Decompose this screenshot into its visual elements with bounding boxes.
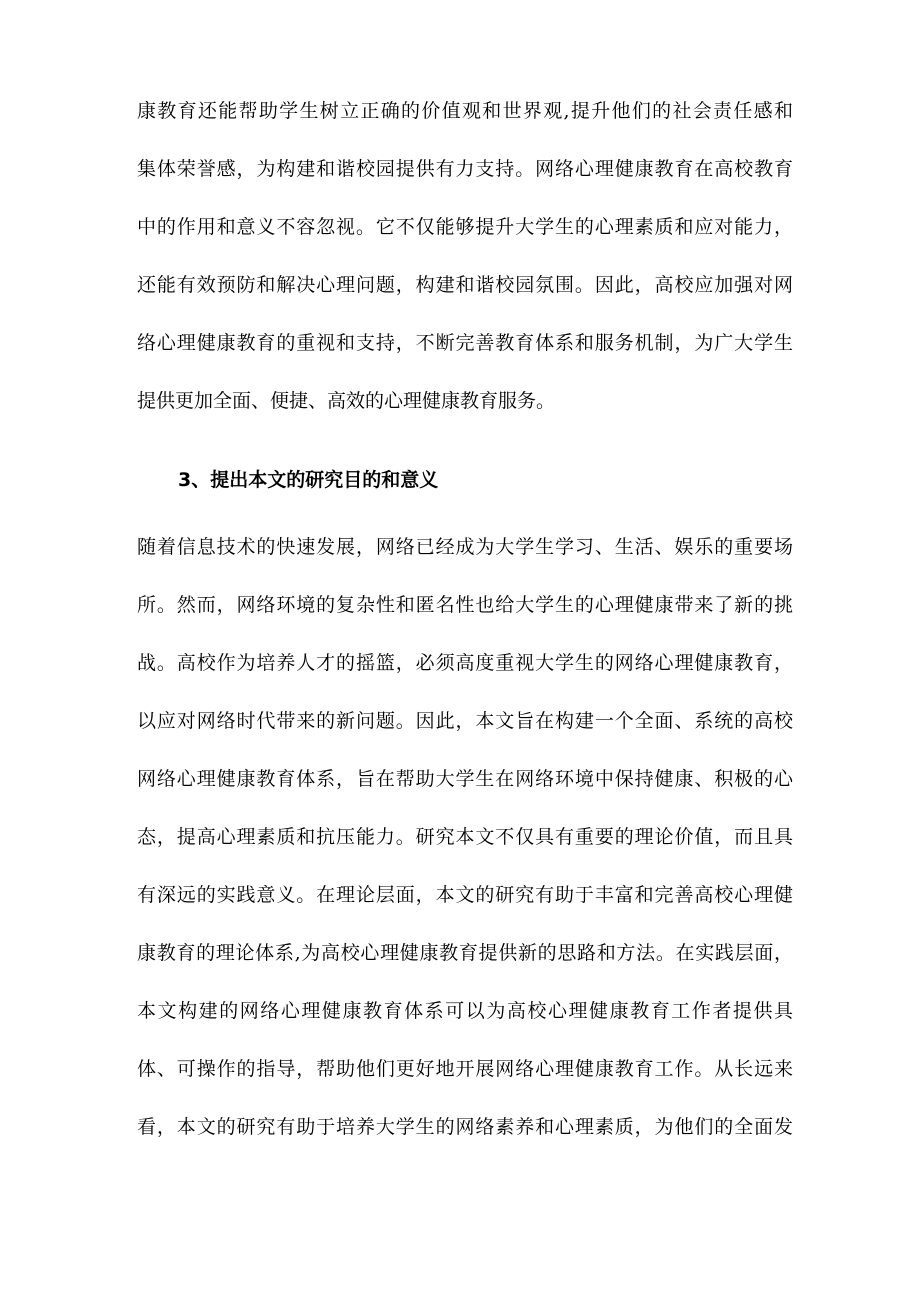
paragraph-1	[137, 82, 793, 430]
paragraph-line: 提供更加全面、便捷、高效的心理健康教育服务。	[137, 390, 556, 412]
paragraph-line: 战。高校作为培养人才的摇篮，必须高度重视大学生的网络心理健康教育，	[137, 652, 793, 674]
paragraph-line: 还能有效预防和解决心理问题，构建和谐校园氛围。因此，高校应加强对网	[137, 274, 793, 296]
paragraph-line: 看，本文的研究有助于培养大学生的网络素养和心理素质，为他们的全面发	[137, 1116, 793, 1138]
paragraph-line: 所。然而，网络环境的复杂性和匿名性也给大学生的心理健康带来了新的挑	[137, 594, 793, 616]
paragraph-line: 体、可操作的指导，帮助他们更好地开展网络心理健康教育工作。从长远来	[137, 1058, 793, 1080]
section-heading: 3、提出本文的研究目的和意义	[178, 469, 439, 491]
paragraph-line: 网络心理健康教育体系，旨在帮助大学生在网络环境中保持健康、积极的心	[137, 768, 793, 790]
paragraph-line: 络心理健康教育的重视和支持，不断完善教育体系和服务机制，为广大学生	[137, 332, 793, 354]
paragraph-line: 随着信息技术的快速发展，网络已经成为大学生学习、生活、娱乐的重要场	[137, 536, 793, 558]
paragraph-line: 态，提高心理素质和抗压能力。研究本文不仅具有重要的理论价值，而且具	[137, 826, 793, 848]
paragraph-line: 康教育的理论体系,为高校心理健康教育提供新的思路和方法。在实践层面，	[137, 942, 793, 964]
paragraph-line: 集体荣誉感，为构建和谐校园提供有力支持。网络心理健康教育在高校教育	[137, 158, 793, 180]
paragraph-2	[137, 518, 793, 1156]
paragraph-line: 本文构建的网络心理健康教育体系可以为高校心理健康教育工作者提供具	[137, 1000, 793, 1022]
paragraph-line: 有深远的实践意义。在理论层面，本文的研究有助于丰富和完善高校心理健	[137, 884, 793, 906]
paragraph-line: 以应对网络时代带来的新问题。因此，本文旨在构建一个全面、系统的高校	[137, 710, 793, 732]
paragraph-line: 中的作用和意义不容忽视。它不仅能够提升大学生的心理素质和应对能力，	[137, 216, 793, 238]
paragraph-line: 康教育还能帮助学生树立正确的价值观和世界观,提升他们的社会责任感和	[137, 100, 793, 122]
